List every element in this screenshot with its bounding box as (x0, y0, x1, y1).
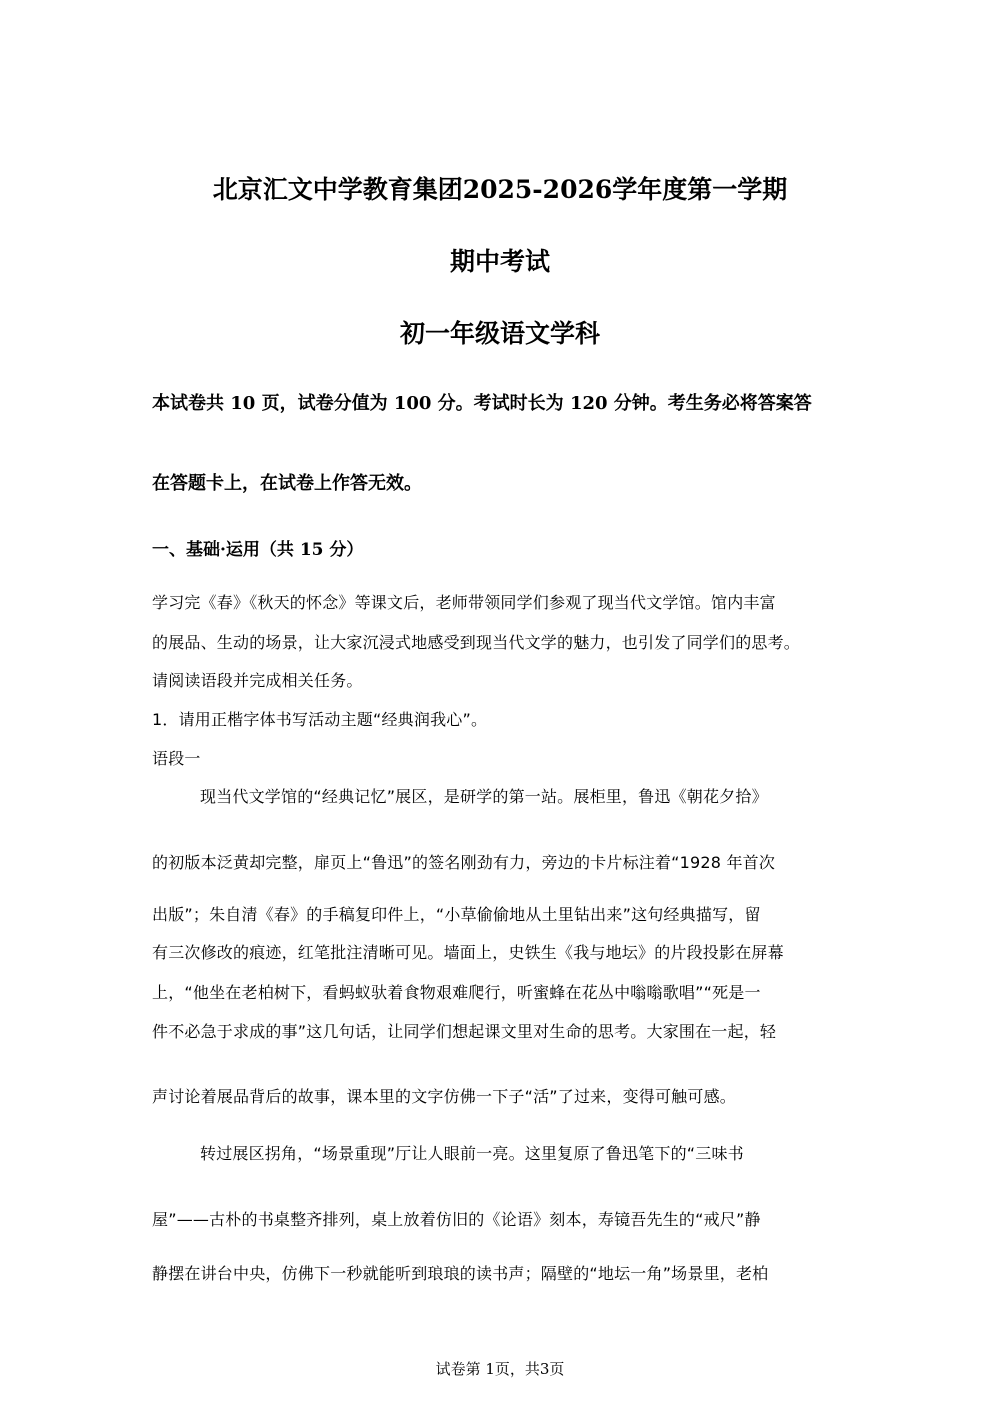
passage-line: 有三次修改的痕迹，红笔批注清晰可见。墙面上，史铁生《我与地坛》的片段投影在屏幕 (152, 943, 784, 962)
passage-line: 上，“他坐在老柏树下，看蚂蚁驮着食物艰难爬行，听蜜蜂在花丛中嗡嗡歌唱”“死是一 (152, 983, 761, 1002)
passage-line: 件不必急于求成的事”这几句话，让同学们想起课文里对生命的思考。大家围在一起，轻 (152, 1022, 777, 1041)
intro-line: 的展品、生动的场景，让大家沉浸式地感受到现当代文学的魅力，也引发了同学们的思考。 (152, 633, 801, 652)
section-heading: 一、基础·运用（共 15 分） (152, 540, 364, 560)
exam-title-line2: 期中考试 (449, 247, 550, 276)
passage-label: 语段一 (152, 749, 201, 768)
passage-line: 屋”——古朴的书桌整齐排列，桌上放着仿旧的《论语》刻本，寿镜吾先生的“戒尺”静 (152, 1210, 761, 1229)
intro-line: 请阅读语段并完成相关任务。 (152, 671, 363, 690)
instructions-line1: 本试卷共 10 页，试卷分值为 100 分。考试时长为 120 分钟。考生务必将答案答 (152, 393, 812, 414)
page-number: 试卷第 1页，共3页 (435, 1360, 565, 1378)
passage-line: 声讨论着展品背后的故事，课本里的文字仿佛一下子“活”了过来，变得可触可感。 (152, 1087, 736, 1106)
passage-line: 的初版本泛黄却完整，扉页上“鲁迅”的签名刚劲有力，旁边的卡片标注着“1928 年首次 (152, 853, 776, 872)
intro-line: 学习完《春》《秋天的怀念》等课文后，老师带领同学们参观了现当代文学馆。馆内丰富 (152, 593, 776, 612)
question-1: 1．请用正楷字体书写活动主题“经典润我心”。 (152, 710, 488, 729)
passage-line: 出版”；朱自清《春》的手稿复印件上，“小草偷偷地从土里钻出来”这句经典描写，留 (152, 905, 761, 924)
instructions-line2: 在答题卡上，在试卷上作答无效。 (152, 473, 422, 494)
exam-title-line1: 北京汇文中学教育集团2025-2026学年度第一学期 (212, 175, 788, 204)
passage-line: 静摆在讲台中央，仿佛下一秒就能听到琅琅的读书声；隔壁的“地坛一角”场景里，老柏 (152, 1264, 769, 1283)
exam-title-line3: 初一年级语文学科 (399, 319, 600, 348)
passage-line: 现当代文学馆的“经典记忆”展区，是研学的第一站。展柜里，鲁迅《朝花夕拾》 (200, 787, 768, 806)
passage-line: 转过展区拐角，“场景重现”厅让人眼前一亮。这里复原了鲁迅笔下的“三味书 (200, 1144, 744, 1163)
